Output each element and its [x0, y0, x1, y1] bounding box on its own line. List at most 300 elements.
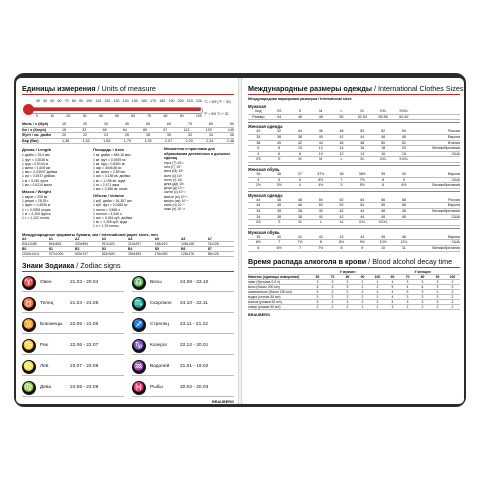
conversion-cell: 1,93	[144, 138, 152, 143]
conversion-cell: 60	[166, 122, 172, 126]
paper-cell: 125x176	[181, 252, 195, 257]
zodiac-name: Водолей	[150, 364, 170, 370]
alcohol-cell: 3	[331, 300, 334, 305]
celsius-tick: 50	[114, 114, 119, 118]
zodiac-sign-icon: ♌	[22, 360, 36, 374]
conversion-label: Фунт / кв. дюйм	[22, 133, 51, 138]
size-cell: 2½	[255, 183, 261, 188]
size-cell: 16	[360, 146, 365, 151]
alcohol-cell: 2	[451, 289, 454, 294]
size-cell: Россия	[448, 129, 460, 134]
size-cell: 40	[277, 140, 282, 145]
conversion-cell: 1,79	[123, 138, 131, 143]
size-cell: 50	[339, 114, 344, 119]
alcohol-cell: 3	[391, 305, 394, 310]
conversion-cell: 16	[62, 127, 67, 132]
alcohol-cell: 3	[406, 279, 409, 284]
paper-cell: 594x841	[48, 241, 62, 246]
zodiac-sign-icon: ♋	[22, 339, 36, 353]
conversion-cell: 2,20	[185, 138, 193, 143]
fahrenheit-tick: 200	[177, 99, 184, 103]
zodiac-dates: 23.07 - 23.08	[70, 364, 99, 370]
brand-logo-right: BRAUBERG	[248, 313, 270, 318]
alcohol-header-cell: 60	[315, 274, 320, 279]
unit-line: гекто (г) 10²	[164, 177, 183, 182]
size-cell: 42	[339, 135, 344, 140]
fahrenheit-tick: 60	[57, 99, 62, 103]
zodiac-sign-icon: ♊	[22, 318, 36, 332]
alcohol-cell: ликер (рюмка 50 мл)	[248, 305, 281, 310]
paper-cell: 148x210	[154, 241, 168, 246]
size-cell: 14	[339, 146, 344, 151]
size-cell: 6	[257, 245, 260, 250]
size-cell: 44	[256, 203, 261, 208]
size-cell: 7½	[318, 245, 324, 250]
right-page: Международные размеры одежды / International Clothes Sizes Международная маркировка размеров / International sizes Мужская Код XS S M L XL XXL XXXL Размер 44 46 48 50 52-54 56-58 60-62 Женская одежда 40 42 44 46 48 50 52 54 Россия 34 36 38 40 42 44 46 48 Европа 38 40 42 44 46 48 50 52 Италия 6 8 10 12 14 16 18 20 Великобритания 4 6 8 10 12 14 16 18 США XS S M M L XL XXL XXXL Женская обувь 35 36 37 37½ 38 38½ 39 40 Европа 4 5 6 6½ 7 7½ 8 9 США 2½ 3½ 4 4½ 5 5½ 6 6½ Великобритания Мужская одежда 44 46 48 50 52 54 56 58 Россия 44 46 48 50 52 54 56 58 Европа 34 36 38 40 42 44 46 48 Великобритания 34 36 38 40 42 44 46 48 США XS S M L XL XXL XXXL Мужская обувь 39 40 41 42 43 44 45 46 Европа 6½ 7 7½ 8 8½ 9½ 10½ 11½ США 6 6½ 7 7½ 8 9 10 11 Великобритания Время распада алкоголя в крови / Blood alcohol decay time У мужчин У женщин Напиток (единицы измерения) 60 70 80 90 100 60 70 80 90 100 пиво (бутылка 0,5 л) 3 3 2 2 1 4 3 3 3 2 вино (бокал 200 мл) 4 3 3 2 2 5 4 4 3 3 шампанское (бокал 150 мл) 3 2 2 2 1 4 3 3 2 2 водка (стопка 50 мл) 3 3 2 2 2 4 3 3 3 2 коньяк (рюмка 50 мл) 3 3 2 2 2 4 3 3 3 2 ликер (рюмка 50 мл) 2 2 2 1 1 3 2 2 2 2 BRAUBERG	[242, 78, 464, 404]
unit-line: 1 м³ = 1,308 куб. ярда	[93, 220, 128, 225]
unit-line: милли (м) 10⁻³	[164, 194, 188, 199]
paper-cell: B6	[181, 247, 186, 252]
size-cell: 34	[256, 135, 261, 140]
brand-logo: BRAUBERG	[212, 400, 234, 404]
alcohol-cell: 2	[361, 289, 364, 294]
size-cell: 50	[318, 203, 323, 208]
unit-line: 1 т = 1,102 тонны	[22, 216, 50, 221]
alcohol-cell: 2	[361, 300, 364, 305]
size-cell: 45	[381, 234, 386, 239]
paper-cell: A5	[154, 236, 159, 241]
zodiac-sign-icon: ♉	[22, 297, 36, 311]
size-cell: 54	[360, 203, 365, 208]
zodiac-sign-icon: ♏	[132, 297, 146, 311]
size-cell: 7½	[297, 240, 303, 245]
zodiac-sign-icon: ♐	[132, 318, 146, 332]
size-cell: 44	[360, 214, 365, 219]
size-cell: 48	[401, 214, 406, 219]
fahrenheit-tick: 30	[36, 99, 40, 103]
size-cell: 5½	[359, 183, 365, 188]
zodiac-item	[132, 358, 234, 376]
conversion-cell: 50	[145, 122, 151, 126]
unit-line: 1 галлон = 4,546 л	[93, 211, 122, 216]
zodiac-item	[22, 295, 124, 313]
size-cell: 39	[381, 172, 386, 177]
size-cell: 7	[340, 177, 343, 182]
size-cell: XXL	[379, 157, 387, 162]
size-cell: 40	[401, 172, 406, 177]
size-cell: M	[298, 157, 302, 162]
celsius-scale	[36, 114, 202, 118]
paper-cell: B4	[128, 247, 133, 252]
unit-line: 1 мм = 0,03937 дюйма	[22, 170, 58, 175]
conversion-cell: 30	[166, 133, 172, 138]
size-cell: 4½	[318, 183, 324, 188]
alcohol-cell: 2	[451, 305, 454, 310]
size-cell: 12	[339, 151, 344, 156]
paper-cell: A2	[75, 236, 80, 241]
paper-cell: 1000x1414	[22, 252, 39, 257]
zodiac-sign-icon: ♒	[132, 360, 146, 374]
paper-cell: A3	[101, 236, 106, 241]
conversion-cell: 40	[124, 122, 130, 126]
celsius-tick: 80	[163, 114, 168, 118]
size-cell: 36	[277, 172, 282, 177]
size-cell: Европа	[447, 135, 460, 140]
paper-cell: 176x250	[154, 252, 168, 257]
alcohol-cell: 4	[421, 284, 424, 289]
units-columns	[22, 147, 234, 228]
size-cell: Код	[255, 109, 262, 114]
women-clothes-table	[248, 129, 460, 163]
zodiac-sign-icon: ♓	[132, 381, 146, 395]
sizes-title: Международные размеры одежды / International Clothes Sizes	[248, 84, 464, 93]
alcohol-cell: коньяк (рюмка 50 мл)	[248, 300, 282, 305]
alcohol-cell: 1	[376, 279, 379, 284]
unit-line: 1 фунт = 0,4536 кг	[22, 203, 51, 208]
size-cell: Европа	[447, 172, 460, 177]
alcohol-cell: 2	[451, 295, 454, 300]
size-cell: 9	[361, 245, 364, 250]
paper-cell: 297x420	[101, 241, 115, 246]
celsius-tick: 40	[98, 114, 103, 118]
size-cell: 40	[318, 135, 323, 140]
size-row	[248, 115, 460, 121]
alcohol-cell: 3	[421, 295, 424, 300]
alcohol-cell: 4	[316, 284, 319, 289]
unit-line: 1 ярд = 0,9144 м	[22, 161, 48, 166]
thermometer-fill	[31, 108, 201, 111]
zodiac-item	[22, 379, 124, 397]
size-cell: 42	[277, 129, 282, 134]
size-cell: 44	[360, 234, 365, 239]
size-cell: 46	[277, 203, 282, 208]
area-volume-column: Площадь / Area 1 кв. дюйм = 645,16 мм² 1 кв. фут = 0,0929 м² 1 кв. ярд = 0,8361 м² 1 акр = 4046,86 м² 1 кв. миля = 2,59 км² 1 см² = 0,155 кв. дюйма 1 м² = 1,196 кв. ярда 1 га = 2,471 акра 1 км² = 0,386 кв. мили Объем / Volume 1 куб. дюйм = 16,387 см³ 1 куб. фут = 0,0283 м³ 1 пинта = 0,568 л 1 галлон = 4,546 л 1 см³ = 0,061 куб. дюйма 1 м³ = 1,308 куб. ярда 1 л = 1,76 пинты	[93, 147, 163, 228]
size-cell: Великобритания	[432, 209, 460, 214]
zodiac-name: Дева	[40, 385, 52, 391]
alcohol-table	[248, 275, 460, 311]
alcohol-cell: 3	[436, 300, 439, 305]
fahrenheit-tick: 40	[43, 99, 48, 103]
conversion-cell: 48	[102, 127, 107, 132]
size-cell: 38	[297, 214, 302, 219]
fahrenheit-tick: 130	[113, 99, 120, 103]
size-cell: 44	[360, 135, 365, 140]
alcohol-cell: 2	[376, 300, 379, 305]
alcohol-cell: 3	[346, 284, 349, 289]
size-cell: 46	[381, 214, 386, 219]
size-cell: 46	[277, 197, 282, 202]
length-weight-column: Длина / Length 1 дюйм = 25,4 мм 1 фут = 0,3048 м 1 ярд = 0,9144 м 1 миля = 1,609 км 1 мм = 0,03937 дюйма 1 см = 0,3937 дюйма 1 м = 3,281 фута 1 км = 0,6214 мили Масса / Weight 1 карат = 200 мг 1 унция = 28,35 г 1 фунт = 0,4536 кг 1 г = 0,0353 унции 1 кг = 2,205 фунта 1 т = 1,102 тонны	[22, 147, 92, 228]
conversion-cell: 2,34	[206, 138, 214, 143]
size-cell: 8	[319, 240, 322, 245]
zodiac-grid	[22, 274, 234, 397]
size-cell: 52-54	[357, 114, 367, 119]
size-cell: США	[451, 214, 460, 219]
alcohol-cell: шампанское (бокал 150 мл)	[248, 289, 292, 294]
size-cell: 48	[297, 203, 302, 208]
size-cell: XS	[255, 157, 261, 162]
zodiac-dates: 23.11 - 21.12	[180, 322, 208, 328]
thermometer-bulb	[23, 104, 34, 115]
unit-line: 1 л = 1,76 пинты	[93, 224, 119, 229]
unit-line: 1 км² = 0,386 кв. мили	[93, 187, 128, 191]
size-cell: XXL	[358, 220, 366, 225]
size-cell: 46	[381, 135, 386, 140]
celsius-tick: 10	[50, 114, 55, 118]
fahrenheit-tick: 210	[186, 99, 193, 103]
zodiac-name: Лев	[40, 364, 49, 370]
paper-cell: B3	[101, 247, 106, 252]
conversion-cell: 80	[208, 122, 213, 126]
size-cell: Россия	[448, 197, 460, 202]
size-cell: 8½	[339, 240, 345, 245]
size-cell: 16	[381, 151, 386, 156]
unit-line: 1 кв. миля = 2,59 км²	[93, 170, 126, 175]
zodiac-name: Скорпион	[150, 301, 172, 307]
unit-line: дека (да) 10¹	[164, 182, 185, 186]
alcohol-cell: 1	[376, 289, 379, 294]
unit-line: санти (с) 10⁻²	[164, 190, 186, 195]
alcohol-cell: 1	[361, 305, 364, 310]
size-row	[248, 220, 460, 226]
alcohol-header-cell: 90	[360, 274, 365, 279]
size-cell: 8	[278, 146, 281, 151]
size-cell: 40	[277, 234, 282, 239]
unit-line: 1 см² = 0,155 кв. дюйма	[93, 174, 131, 179]
size-cell: 35	[256, 172, 261, 177]
size-cell: 6	[257, 146, 260, 151]
size-cell: 38	[297, 135, 302, 140]
size-cell: 34	[256, 214, 261, 219]
size-cell: 44	[360, 209, 365, 214]
size-cell: 39	[256, 234, 261, 239]
fahrenheit-tick: 120	[104, 99, 111, 103]
unit-line: 1 фут = 0,3048 м	[22, 157, 49, 162]
thermometer: 30 40 50 60 70 80 90 100 110 120 130 140 150 160 170 180 190 200 210 220 0 10 20 30 40 50 60 70 80 90 100 °C = 5/9 (°F − 32) °F = 9/5 °C + 32	[22, 97, 234, 119]
size-cell: 48	[318, 114, 323, 119]
paper-cell: A7	[207, 236, 212, 241]
size-cell: 48	[297, 197, 302, 202]
size-cell: S	[277, 157, 281, 162]
size-cell: 50	[318, 197, 323, 202]
size-cell: США	[451, 240, 460, 245]
zodiac-item	[132, 337, 234, 355]
alcohol-cell: 5	[391, 284, 394, 289]
alcohol-cell: 2	[451, 279, 454, 284]
size-cell: 46	[381, 209, 386, 214]
alcohol-cell: 2	[361, 295, 364, 300]
zodiac-dates: 21.04 - 21.05	[70, 301, 99, 307]
size-cell: L	[319, 220, 322, 225]
size-cell	[414, 157, 460, 162]
size-cell: 34	[256, 209, 261, 214]
left-page	[16, 78, 238, 404]
conversion-cell: 20	[62, 133, 67, 138]
conversion-cell: 10	[62, 122, 67, 126]
zodiac-item	[132, 379, 234, 397]
zodiac-dates: 22.12 - 20.01	[180, 343, 209, 349]
alcohol-cell: 2	[346, 279, 349, 284]
zodiac-item	[132, 295, 234, 313]
alcohol-cell: 3	[451, 284, 454, 289]
size-cell: 11	[401, 245, 406, 250]
alcohol-cell: 3	[331, 284, 334, 289]
paper-cell: 74x105	[207, 241, 219, 246]
zodiac-sign-icon: ♍	[22, 381, 36, 395]
unit-line: 1 га = 2,471 акра	[93, 182, 120, 187]
size-cell: 36	[277, 209, 282, 214]
size-cell: 46	[297, 114, 302, 119]
zodiac-name: Рак	[40, 343, 48, 349]
size-cell: 52	[401, 140, 406, 145]
paper-cell: 500x707	[75, 252, 89, 257]
zodiac-name: Козерог	[150, 343, 168, 349]
size-cell: XS	[276, 109, 282, 114]
paper-cell: 210x297	[128, 241, 142, 246]
size-cell: 10	[297, 146, 302, 151]
unit-line: 1 кг = 2,205 фунта	[22, 211, 51, 216]
paper-sizes: Международные форматы бумаги, мм / International paper sizes, mm A0 A1 A2 A3 A4 A5 A6 A7 841x1189 594x841 420x594 297x420 210x297 148x210 105x148 74x105 B0 B1 B2 B3 B4 B5 B6 B7 1000x1414 707x1000 500x707 353x500 250x353 176x250 125x176 88x125	[22, 232, 234, 258]
size-cell: 38	[256, 140, 261, 145]
alcohol-cell: 3	[316, 279, 319, 284]
zodiac-dates: 22.05 - 21.06	[70, 322, 99, 328]
zodiac-name: Телец	[40, 301, 54, 307]
intl-size-table	[248, 109, 460, 120]
celsius-tick: 70	[147, 114, 152, 118]
conversion-cell: 32	[187, 133, 193, 138]
size-cell	[414, 109, 460, 114]
size-cell: 4	[257, 151, 260, 156]
size-cell: Европа	[447, 234, 460, 239]
unit-line: 1 г = 0,0353 унции	[22, 207, 51, 212]
unit-line: 1 м = 3,281 фута	[22, 178, 49, 183]
alcohol-cell: 3	[316, 300, 319, 305]
alcohol-header-cell: 70	[330, 274, 335, 279]
size-cell: Великобритания	[432, 146, 460, 151]
size-cell: XXXL	[378, 220, 388, 225]
size-cell: 7	[298, 245, 301, 250]
conversion-cell: 97	[163, 127, 168, 132]
size-cell: 60-62	[399, 114, 409, 119]
celsius-tick: 0	[36, 114, 38, 118]
conversion-cell: 26	[124, 133, 130, 138]
size-cell: 4	[257, 177, 260, 182]
size-cell: 44	[256, 197, 261, 202]
size-cell: M	[319, 109, 323, 114]
fahrenheit-tick: 70	[64, 99, 69, 103]
alcohol-row	[248, 305, 460, 310]
size-cell: Великобритания	[432, 183, 460, 188]
size-cell: 58	[401, 197, 406, 202]
size-cell: XXXL	[399, 157, 409, 162]
alcohol-cell: 2	[331, 289, 334, 294]
size-cell: 7	[278, 240, 281, 245]
women-shoes-table	[248, 172, 460, 189]
size-cell: 41	[297, 234, 302, 239]
size-cell: 10½	[379, 240, 387, 245]
size-cell: 7½	[359, 177, 365, 182]
size-cell: 42	[297, 140, 302, 145]
alcohol-cell: 2	[346, 295, 349, 300]
alcohol-header-cell: Напиток (единицы измерения)	[248, 274, 300, 279]
conversion-cell: 80	[143, 127, 148, 132]
size-cell: 6½	[276, 245, 282, 250]
zodiac-dates: 24.08 - 23.09	[70, 385, 99, 391]
alcohol-cell: 2	[361, 284, 364, 289]
conversion-cell: 70	[187, 122, 193, 126]
alcohol-cell: 2	[346, 305, 349, 310]
size-cell: 48	[360, 140, 365, 145]
size-cell: 10	[381, 245, 386, 250]
alcohol-cell: водка (стопка 50 мл)	[248, 295, 281, 300]
zodiac-title: Знаки Зодиака / Zodiac signs	[22, 261, 234, 272]
size-row	[248, 157, 460, 163]
alcohol-gender-header: У мужчин У женщин	[248, 270, 460, 275]
celsius-tick: 90	[179, 114, 184, 118]
fahrenheit-tick: 110	[95, 99, 102, 103]
alcohol-cell: 2	[361, 279, 364, 284]
alcohol-cell: 3	[331, 295, 334, 300]
unit-line: 1 пинта = 0,568 л	[93, 207, 121, 212]
alcohol-cell: 2	[436, 305, 439, 310]
alcohol-cell: 2	[406, 305, 409, 310]
size-cell: 5	[340, 183, 343, 188]
unit-line: 1 см³ = 0,061 куб. дюйма	[93, 216, 133, 221]
speed-pressure-table	[22, 122, 234, 144]
size-cell: 54	[360, 197, 365, 202]
size-cell: M	[319, 157, 323, 162]
size-cell: 37½	[317, 172, 325, 177]
size-cell: XL	[339, 220, 344, 225]
size-cell: M	[298, 220, 302, 225]
conversion-cell: 1,65	[103, 138, 111, 143]
size-cell: 52	[339, 203, 344, 208]
alcohol-cell: 4	[391, 295, 394, 300]
alcohol-cell: 3	[406, 295, 409, 300]
alcohol-cell: 3	[436, 279, 439, 284]
alcohol-cell: 1	[376, 305, 379, 310]
size-cell: 6	[382, 183, 385, 188]
size-cell: 6½	[401, 183, 407, 188]
alcohol-cell: 3	[421, 300, 424, 305]
fahrenheit-tick: 170	[150, 99, 157, 103]
size-cell: 8	[298, 151, 301, 156]
conversion-label: Миль / ч (Mph)	[22, 122, 49, 126]
alcohol-header-cell: 90	[435, 274, 440, 279]
zodiac-item	[22, 337, 124, 355]
unit-line: 1 куб. дюйм = 16,387 см³	[93, 199, 133, 204]
size-cell: 4	[298, 183, 301, 188]
size-cell: 6	[298, 177, 301, 182]
alcohol-cell: 2	[346, 300, 349, 305]
alcohol-cell: 3	[421, 279, 424, 284]
alcohol-cell: 2	[346, 289, 349, 294]
men-clothes-table	[248, 198, 460, 226]
size-cell: 38½	[358, 172, 366, 177]
size-cell: S	[298, 109, 302, 114]
paper-cell: 353x500	[101, 252, 115, 257]
size-cell: 9	[402, 177, 405, 182]
alcohol-cell: 2	[331, 305, 334, 310]
conversion-cell: 113	[183, 127, 190, 132]
zodiac-name: Рыбы	[150, 385, 163, 391]
size-cell: США	[451, 177, 460, 182]
unit-line: тера (Т) 10¹²	[164, 160, 184, 165]
paper-cell: B1	[48, 247, 53, 252]
fahrenheit-tick: 190	[168, 99, 175, 103]
zodiac-dates: 22.06 - 22.07	[70, 343, 99, 349]
size-cell: 42	[318, 234, 323, 239]
